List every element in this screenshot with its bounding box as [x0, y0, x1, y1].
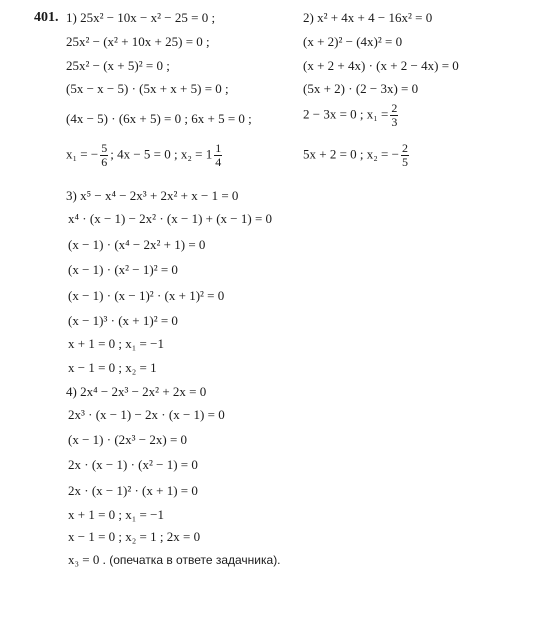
part1-root2-text: ; 4x − 5 = 0 ; x₂ = 1 [110, 146, 213, 162]
fraction-two-fifths [401, 142, 409, 169]
part3-line-7: x + 1 = 0 ; x₁ = −1 [68, 336, 164, 351]
fraction-numerator: 1 [215, 141, 222, 155]
fraction-two-thirds [390, 102, 398, 129]
part4-line-7: x − 1 = 0 ; x₂ = 1 ; 2x = 0 [68, 529, 201, 544]
part1-line-1: 1) 25x² − 10x − x² − 25 = 0 ; [66, 10, 216, 25]
part1-line-3: 25x² − (x + 5)² = 0 ; [66, 58, 170, 73]
part4-final-line [68, 552, 281, 568]
fraction-numerator: 2 [391, 101, 398, 115]
problem-number: 401. [34, 10, 59, 25]
part2-line-4: (5x + 2) · (2 − 3x) = 0 [303, 81, 419, 96]
part3-line-2: x⁴ · (x − 1) − 2x² · (x − 1) + (x − 1) = 0 [68, 211, 273, 226]
fraction-one-quarter [214, 142, 222, 169]
part2-line-3: (x + 2 + 4x) · (x + 2 − 4x) = 0 [303, 58, 459, 73]
final-root: x₃ = 0 . [68, 552, 106, 567]
part1-roots-line [66, 142, 224, 169]
part3-line-6: (x − 1)³ · (x + 1)² = 0 [68, 313, 178, 328]
part1-root1-prefix: x₁ = − [66, 146, 99, 162]
part4-line-5: 2x · (x − 1)² · (x + 1) = 0 [68, 483, 198, 498]
part1-line-5: (4x − 5) · (6x + 5) = 0 ; 6x + 5 = 0 ; [66, 111, 252, 126]
part3-line-8: x − 1 = 0 ; x₂ = 1 [68, 360, 157, 375]
part4-line-3: (x − 1) · (2x³ − 2x) = 0 [68, 432, 188, 447]
fraction-numerator: 5 [101, 141, 108, 155]
part3-line-5: (x − 1) · (x − 1)² · (x + 1)² = 0 [68, 288, 225, 303]
part3-line-3: (x − 1) · (x⁴ − 2x² + 1) = 0 [68, 237, 206, 252]
part4-line-6: x + 1 = 0 ; x₁ = −1 [68, 507, 164, 522]
part4-line-4: 2x · (x − 1) · (x² − 1) = 0 [68, 457, 198, 472]
fraction-denominator: 3 [391, 115, 398, 129]
part2-root1-prefix: 2 − 3x = 0 ; x₁ = [303, 106, 389, 122]
part3-line-4: (x − 1) · (x² − 1)² = 0 [68, 262, 178, 277]
fraction-five-sixths [100, 142, 108, 169]
part4-line-1: 4) 2x⁴ − 2x³ − 2x² + 2x = 0 [66, 384, 207, 399]
typo-note: (опечатка в ответе задачника). [105, 553, 281, 567]
fraction-denominator: 6 [101, 155, 108, 169]
fraction-denominator: 5 [401, 155, 408, 169]
part2-root1-line [303, 102, 400, 129]
fraction-denominator: 4 [215, 155, 222, 169]
part2-line-2: (x + 2)² − (4x)² = 0 [303, 34, 403, 49]
part1-line-2: 25x² − (x² + 10x + 25) = 0 ; [66, 34, 210, 49]
part2-root2-prefix: 5x + 2 = 0 ; x₂ = − [303, 146, 399, 162]
part4-line-2: 2x³ · (x − 1) − 2x · (x − 1) = 0 [68, 407, 225, 422]
part2-line-1: 2) x² + 4x + 4 − 16x² = 0 [303, 10, 433, 25]
part2-root2-line [303, 142, 411, 169]
part1-line-4: (5x − x − 5) · (5x + x + 5) = 0 ; [66, 81, 229, 96]
fraction-numerator: 2 [401, 141, 408, 155]
part3-line-1: 3) x⁵ − x⁴ − 2x³ + 2x² + x − 1 = 0 [66, 188, 239, 203]
